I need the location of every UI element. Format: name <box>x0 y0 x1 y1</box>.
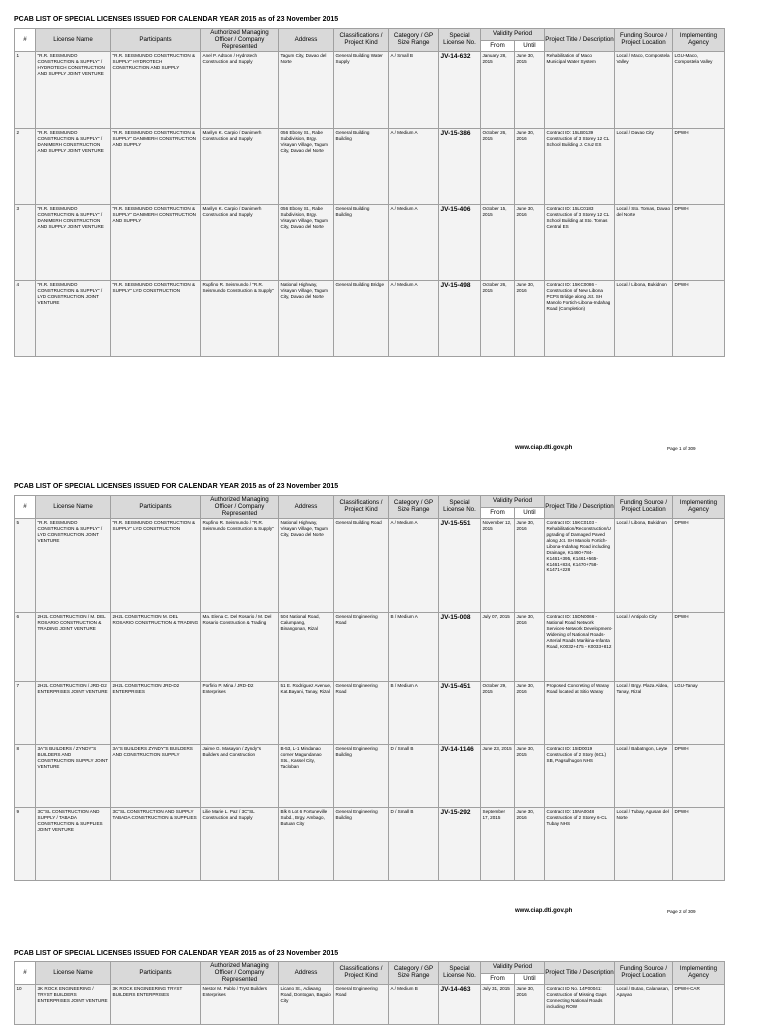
table-header <box>15 496 725 519</box>
footer-page-number: Page 2 of 309 <box>667 909 696 914</box>
col-from: From <box>481 974 515 985</box>
col-license-name: License Name <box>36 29 111 52</box>
cell-from: October 15, 2015 <box>481 205 515 281</box>
col-category: Category / GP Size Range <box>389 962 439 985</box>
cell-address: 51 E. Rodriguez Avenue, Kat.Bayani, Tanay, Rizal <box>279 682 334 745</box>
cell-funding: Local / Brgy. Plaza Aldea, Tanay, Rizal <box>615 682 673 745</box>
cell-license-name: 3A"S BUILDERS / ZYNDY"S BUILDERS AND CONSTRUCTION SUPPLY JOINT VENTURE <box>36 745 111 808</box>
cell-license-no: JV-15-386 <box>439 129 481 205</box>
cell-address: B-53, L-1 Mindanao corner Magundanao Sts., Kassel City, Tacloban <box>279 745 334 808</box>
cell-funding: Local / Butao, Calanasan, Apayao <box>615 985 673 1025</box>
col-participants: Participants <box>111 29 201 52</box>
cell-officer: Rupfino R. Seismundo / "R.R. Seismundo Construction & Supply" <box>201 281 279 357</box>
col-implementing-agency: Implementing Agency <box>673 962 725 985</box>
cell-address: National Highway, Visayan Village, Tagum City, Davao del Norte <box>279 519 334 613</box>
table-row <box>15 281 725 357</box>
cell-project: Contract ID: 15LC0183 Construction of 3 Storey 12 CL School Building at Sto. Tomas Central ES <box>545 205 615 281</box>
cell-project: Contract ID: 15NA0048 Construction of 2 Storey 6-CL Tubay NHS <box>545 808 615 881</box>
col-special-license-no: Special License No. <box>439 496 481 519</box>
cell-classification: General Building Water Supply <box>334 52 389 129</box>
cell-num: 6 <box>15 613 36 682</box>
cell-until: June 30, 2015 <box>515 745 545 808</box>
cell-agency: DPWH <box>673 205 725 281</box>
cell-project: Proposed Concreting of Waray Road located at Sitio Waray <box>545 682 615 745</box>
col-project-title: Project Title / Description <box>545 496 615 519</box>
col-category: Category / GP Size Range <box>389 29 439 52</box>
cell-officer: Marilyn K. Carpio / Danimerh Construction and Supply <box>201 205 279 281</box>
cell-license-name: "R.R. SEISMUNDO CONSTRUCTION & SUPPLY" / DANIMERH CONSTRUCTION AND SUPPLY JOINT VENTURE <box>36 129 111 205</box>
cell-participants: 2H2L CONSTRUCTION M. DEL ROSARIO CONSTRUCTION & TRADING <box>111 613 201 682</box>
cell-until: June 30, 2016 <box>515 519 545 613</box>
cell-participants: "R.R. SEISMUNDO CONSTRUCTION & SUPPLY" LYD CONSTRUCTION <box>111 281 201 357</box>
cell-participants: "R.R. SEISMUNDO CONSTRUCTION & SUPPLY" DANIMERH CONSTRUCTION AND SUPPLY <box>111 129 201 205</box>
cell-num: 9 <box>15 808 36 881</box>
cell-agency: DPWH <box>673 519 725 613</box>
cell-classification: General Engineering Building <box>334 745 389 808</box>
col-participants: Participants <box>111 962 201 985</box>
cell-address: National Highway, Visayan Village, Tagum City, Davao del Norte <box>279 281 334 357</box>
cell-funding: Local / Maco, Compostela Valley <box>615 52 673 129</box>
cell-category: D / Small B <box>389 808 439 881</box>
cell-license-no: JV-15-498 <box>439 281 481 357</box>
table-row <box>15 613 725 682</box>
col-validity-period: Validity Period <box>481 29 545 41</box>
table-row <box>15 205 725 281</box>
license-table <box>14 495 725 881</box>
col-address: Address <box>279 496 334 519</box>
cell-license-no: JV-15-406 <box>439 205 481 281</box>
cell-from: October 26, 2015 <box>481 281 515 357</box>
cell-agency: DPWH <box>673 281 725 357</box>
table-row <box>15 129 725 205</box>
cell-classification: General Building Building <box>334 129 389 205</box>
cell-address: 504 National Road, Calumpang, Binangonan, Rizal <box>279 613 334 682</box>
cell-address: Licano St., Adiwang Road, Dontogan, Baguio City <box>279 985 334 1025</box>
cell-officer: Jaime G. Masayon / Zyndy"s Builders and Construction <box>201 745 279 808</box>
cell-officer: Porfirio P. Mina / JRD-D2 Enterprises <box>201 682 279 745</box>
cell-address: Blk 6 Lot 6 Fortuneville Subd., Brgy. Ambago, Butuan City <box>279 808 334 881</box>
cell-agency: DPWH <box>673 613 725 682</box>
cell-until: June 30, 2016 <box>515 613 545 682</box>
cell-num: 10 <box>15 985 36 1025</box>
cell-category: B / Medium A <box>389 682 439 745</box>
cell-from: June 23, 2015 <box>481 745 515 808</box>
cell-agency: DPWH <box>673 745 725 808</box>
cell-license-name: "R.R. SEISMUNDO CONSTRUCTION & SUPPLY" / DANIMERH CONSTRUCTION AND SUPPLY JOINT VENTURE <box>36 205 111 281</box>
cell-classification: General Engineering Road <box>334 985 389 1025</box>
cell-officer: Ma. Elena C. Del Rosario / M. Del Rosario Construction & Trading <box>201 613 279 682</box>
cell-funding: Local / Libona, Bukidnon <box>615 519 673 613</box>
cell-funding: Local / Antipolo City <box>615 613 673 682</box>
col-num: # <box>15 962 36 985</box>
col-implementing-agency: Implementing Agency <box>673 496 725 519</box>
cell-participants: "R.R. SEISMUNDO CONSTRUCTION & SUPPLY" LYD CONSTRUCTION <box>111 519 201 613</box>
col-funding-source: Funding Source / Project Location <box>615 29 673 52</box>
col-classifications: Classifications / Project Kind <box>334 962 389 985</box>
cell-funding: Local / Libona, Bukidnon <box>615 281 673 357</box>
table-row <box>15 52 725 129</box>
col-implementing-agency: Implementing Agency <box>673 29 725 52</box>
cell-license-name: 3C"SL CONSTRUCTION AND SUPPLY / TABADA CONSTRUCTION & SUPPLIES JOINT VENTURE <box>36 808 111 881</box>
cell-license-name: 2H2L CONSTRUCTION / JRD-D2 ENTERPRISES JOINT VENTURE <box>36 682 111 745</box>
cell-project: Contract ID: 15KC0086 - Construction of New Libona PCPS Bridge along Jct. SH Manolo Fortich-Libona-Indahag Road (Completion) <box>545 281 615 357</box>
page-title: PCAB LIST OF SPECIAL LICENSES ISSUED FOR CALENDAR YEAR 2015 as of 23 November 2015 <box>14 950 339 957</box>
page-title: PCAB LIST OF SPECIAL LICENSES ISSUED FOR CALENDAR YEAR 2015 as of 23 November 2015 <box>14 483 339 490</box>
table-header <box>15 962 725 985</box>
cell-num: 2 <box>15 129 36 205</box>
cell-from: January 28, 2015 <box>481 52 515 129</box>
table-row <box>15 682 725 745</box>
col-special-license-no: Special License No. <box>439 29 481 52</box>
footer-page-number: Page 1 of 309 <box>667 446 696 451</box>
col-address: Address <box>279 962 334 985</box>
col-validity-period: Validity Period <box>481 962 545 974</box>
cell-category: D / Small B <box>389 745 439 808</box>
cell-license-name: 3K ROCK ENGINEERING / TRYST BUILDERS ENTERPRISES JOINT VENTURE <box>36 985 111 1025</box>
col-address: Address <box>279 29 334 52</box>
cell-category: A / Medium A <box>389 519 439 613</box>
cell-num: 4 <box>15 281 36 357</box>
cell-participants: 3K ROCK ENGINEERING TRYST BUILDERS ENTERPRISES <box>111 985 201 1025</box>
cell-category: A / Medium A <box>389 281 439 357</box>
table-row <box>15 745 725 808</box>
cell-num: 5 <box>15 519 36 613</box>
cell-officer: Nestor M. Pablo / Tryst Builders Enterprises <box>201 985 279 1025</box>
cell-project: Contract ID: 15ID0019 Construction of 2 Story (6CL) SB, Pagsulhugon NHS <box>545 745 615 808</box>
cell-num: 1 <box>15 52 36 129</box>
cell-license-no: JV-14-463 <box>439 985 481 1025</box>
cell-officer: Lilie Marie L. Paz / 3C"SL Construction and Supply <box>201 808 279 881</box>
cell-agency: DPWH <box>673 129 725 205</box>
footer-website: www.ciap.dti.gov.ph <box>515 908 573 914</box>
cell-from: September 17, 2015 <box>481 808 515 881</box>
cell-funding: Local / Davao City <box>615 129 673 205</box>
cell-license-no: JV-15-008 <box>439 613 481 682</box>
cell-category: B / Medium A <box>389 613 439 682</box>
cell-project: Rehabilitation of Maco Municipal Water System <box>545 52 615 129</box>
col-license-name: License Name <box>36 496 111 519</box>
cell-participants: 3C"SL CONSTRUCTION AND SUPPLY TABADA CONSTRUCTION & SUPPLIES <box>111 808 201 881</box>
col-from: From <box>481 508 515 519</box>
col-until: Until <box>515 974 545 985</box>
table-row <box>15 519 725 613</box>
cell-until: June 30, 2015 <box>515 52 545 129</box>
table-header <box>15 29 725 52</box>
cell-agency: DPWH <box>673 808 725 881</box>
col-funding-source: Funding Source / Project Location <box>615 962 673 985</box>
cell-classification: General Engineering Road <box>334 682 389 745</box>
cell-classification: General Building Building <box>334 205 389 281</box>
table-row <box>15 985 725 1025</box>
cell-license-no: JV-15-451 <box>439 682 481 745</box>
table-row <box>15 808 725 881</box>
col-num: # <box>15 496 36 519</box>
col-managing-officer: Authorized Managing Officer / Company Represented <box>201 962 279 985</box>
cell-license-name: "R.R. SEISMUNDO CONSTRUCTION & SUPPLY" / LYD CONSTRUCTION JOINT VENTURE <box>36 281 111 357</box>
col-num: # <box>15 29 36 52</box>
col-category: Category / GP Size Range <box>389 496 439 519</box>
col-until: Until <box>515 508 545 519</box>
cell-officer: Rupfino R. Seismundo / "R.R. Seismundo Construction & Supply" <box>201 519 279 613</box>
cell-participants: "R.R. SEISMUNDO CONSTRUCTION & SUPPLY" HYDROTECH CONSTRUCTION AND SUPPLY <box>111 52 201 129</box>
cell-address: 056 Ebony St., Rabe Subdivision, Brgy. Visayan Village, Tagum City, Davao del Norte <box>279 205 334 281</box>
cell-classification: General Engineering Road <box>334 613 389 682</box>
cell-from: July 07, 2015 <box>481 613 515 682</box>
cell-from: October 29, 2015 <box>481 682 515 745</box>
cell-classification: General Building Bridge <box>334 281 389 357</box>
cell-address: Tagum City, Davao del Norte <box>279 52 334 129</box>
page-title: PCAB LIST OF SPECIAL LICENSES ISSUED FOR CALENDAR YEAR 2015 as of 23 November 2015 <box>14 16 339 23</box>
col-project-title: Project Title / Description <box>545 962 615 985</box>
cell-project: Contract ID: 15LB0139 Construction of 3 Storey 12 CL School Building J. Cruz ES <box>545 129 615 205</box>
cell-num: 8 <box>15 745 36 808</box>
cell-num: 7 <box>15 682 36 745</box>
cell-classification: General Engineering Building <box>334 808 389 881</box>
cell-participants: 2H2L CONSTRUCTION JRD-D2 ENTERPRISES <box>111 682 201 745</box>
col-managing-officer: Authorized Managing Officer / Company Represented <box>201 29 279 52</box>
col-from: From <box>481 41 515 52</box>
cell-category: A / Small B <box>389 52 439 129</box>
cell-until: June 30, 2016 <box>515 129 545 205</box>
cell-until: June 30, 2016 <box>515 682 545 745</box>
cell-funding: Local / Sto. Tomas, Davao del Norte <box>615 205 673 281</box>
cell-license-no: JV-14-632 <box>439 52 481 129</box>
cell-license-no: JV-15-551 <box>439 519 481 613</box>
col-validity-period: Validity Period <box>481 496 545 508</box>
cell-until: June 30, 2016 <box>515 205 545 281</box>
cell-address: 056 Ebony St., Rabe Subdivision, Brgy. Visayan Village, Tagum City, Davao del Norte <box>279 129 334 205</box>
cell-from: November 12, 2015 <box>481 519 515 613</box>
col-participants: Participants <box>111 496 201 519</box>
cell-project: Contract ID: 15KC0103 - Rehabilitation/Reconstruction/Upgrading of Damaged Paved along Jct. SH Manolo Fortich-Libona-Indahag Road including Drainage, K1460+784-K1461+395, K1461+565-K1461+834, K1470+758-K1471+228 <box>545 519 615 613</box>
cell-license-name: 2H2L CONSTRUCTION / M. DEL ROSARIO CONSTRUCTION & TRADING JOINT VENTURE <box>36 613 111 682</box>
cell-project: Contract ID No. 14P00041: Construction of Missing Gaps Connecting National Roads including ROW <box>545 985 615 1025</box>
col-license-name: License Name <box>36 962 111 985</box>
footer-website: www.ciap.dti.gov.ph <box>515 445 573 451</box>
cell-classification: General Building Road <box>334 519 389 613</box>
cell-agency: LGU-Tanay <box>673 682 725 745</box>
cell-category: A / Medium A <box>389 129 439 205</box>
col-classifications: Classifications / Project Kind <box>334 29 389 52</box>
col-special-license-no: Special License No. <box>439 962 481 985</box>
cell-num: 3 <box>15 205 36 281</box>
cell-officer: Marilyn K. Carpio / Danimerh Construction and Supply <box>201 129 279 205</box>
cell-until: June 30, 2016 <box>515 281 545 357</box>
cell-participants: 3A"S BUILDERS ZYNDY"S BUILDERS AND CONSTRUCTION SUPPLY <box>111 745 201 808</box>
cell-project: Contract ID: 15DN0066 - National Road Network Services-Network Development-Widening of National Roads-Arterial Roads Marikina-Infanta Road, K0032+475 - K0033+812 <box>545 613 615 682</box>
cell-category: A / Medium B <box>389 985 439 1025</box>
cell-license-name: "R.R. SEISMUNDO CONSTRUCTION & SUPPLY" / LYD CONSTRUCTION JOINT VENTURE <box>36 519 111 613</box>
col-project-title: Project Title / Description <box>545 29 615 52</box>
cell-participants: "R.R. SEISMUNDO CONSTRUCTION & SUPPLY" DANIMERH CONSTRUCTION AND SUPPLY <box>111 205 201 281</box>
license-table <box>14 961 725 1025</box>
cell-license-name: "R.R. SEISMUNDO CONSTRUCTION & SUPPLY" / HYDROTECH CONSTRUCTION AND SUPPLY JOINT VENTURE <box>36 52 111 129</box>
cell-agency: LGU-Maco, Compostela Valley <box>673 52 725 129</box>
col-funding-source: Funding Source / Project Location <box>615 496 673 519</box>
cell-from: October 26, 2015 <box>481 129 515 205</box>
col-until: Until <box>515 41 545 52</box>
cell-license-no: JV-14-1146 <box>439 745 481 808</box>
cell-funding: Local / Tubay, Agusan del Norte <box>615 808 673 881</box>
cell-until: June 30, 2016 <box>515 985 545 1025</box>
cell-license-no: JV-15-292 <box>439 808 481 881</box>
col-managing-officer: Authorized Managing Officer / Company Represented <box>201 496 279 519</box>
license-table <box>14 28 725 357</box>
cell-officer: Anel P. Adtoon / Hydrotech Construction and Supply <box>201 52 279 129</box>
cell-agency: DPWH-CAR <box>673 985 725 1025</box>
cell-from: July 31, 2015 <box>481 985 515 1025</box>
col-classifications: Classifications / Project Kind <box>334 496 389 519</box>
cell-funding: Local / Babatngon, Leyte <box>615 745 673 808</box>
cell-category: A / Medium A <box>389 205 439 281</box>
cell-until: June 30, 2016 <box>515 808 545 881</box>
